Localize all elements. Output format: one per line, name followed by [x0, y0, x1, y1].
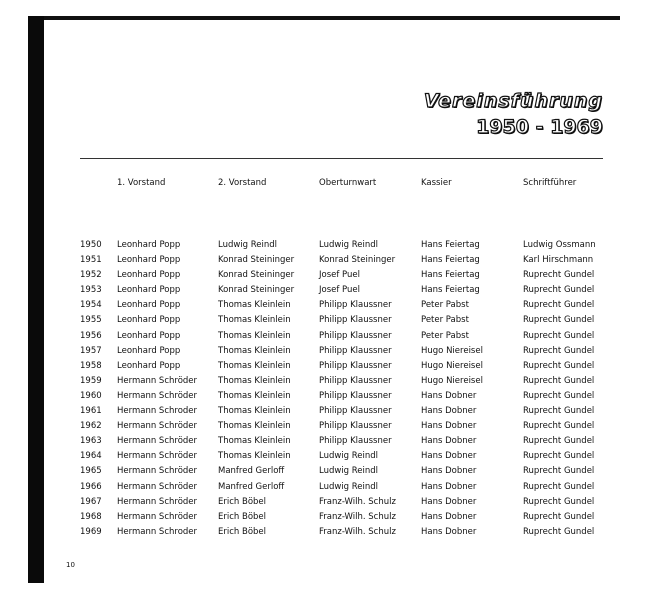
cell-head-gym-warden: Ludwig Reindl	[319, 466, 379, 477]
cell-secretary: Ruprecht Gundel	[523, 375, 595, 386]
cell-first-chair: Hermann Schröder	[117, 496, 198, 507]
cell-year: 1956	[80, 330, 102, 341]
cell-treasurer: Hans Dobner	[421, 526, 477, 537]
cell-secretary: Ruprecht Gundel	[523, 451, 595, 462]
cell-second-chair: Konrad Steininger	[218, 285, 295, 296]
cell-year: 1952	[80, 270, 102, 281]
cell-year: 1954	[80, 300, 102, 311]
cell-treasurer: Hans Dobner	[421, 451, 477, 462]
cell-secretary: Ruprecht Gundel	[523, 315, 595, 326]
cell-second-chair: Erich Böbel	[218, 526, 267, 537]
cell-second-chair: Konrad Steininger	[218, 270, 295, 281]
cell-head-gym-warden: Josef Puel	[319, 285, 361, 296]
cell-first-chair: Hermann Schröder	[117, 436, 198, 447]
cell-year: 1960	[80, 390, 102, 401]
cell-second-chair: Manfred Gerloff	[218, 466, 285, 477]
cell-second-chair: Konrad Steininger	[218, 255, 295, 266]
cell-head-gym-warden: Philipp Klaussner	[319, 421, 392, 432]
table-row	[0, 360, 649, 375]
cell-second-chair: Erich Böbel	[218, 496, 267, 507]
cell-second-chair: Thomas Kleinlein	[218, 390, 291, 401]
table-body	[0, 239, 649, 541]
cell-treasurer: Hans Dobner	[421, 421, 477, 432]
header-2-vorstand: 2. Vorstand	[218, 178, 267, 188]
cell-second-chair: Thomas Kleinlein	[218, 451, 291, 462]
header-1-vorstand: 1. Vorstand	[117, 178, 166, 188]
cell-head-gym-warden: Ludwig Reindl	[319, 240, 379, 250]
cell-second-chair: Manfred Gerloff	[218, 481, 285, 492]
cell-first-chair: Leonhard Popp	[117, 270, 181, 281]
cell-head-gym-warden: Philipp Klaussner	[319, 330, 392, 341]
cell-head-gym-warden: Franz-Wilh. Schulz	[319, 511, 396, 522]
cell-year: 1950	[80, 240, 102, 250]
cell-treasurer: Hans Dobner	[421, 496, 477, 507]
cell-secretary: Ruprecht Gundel	[523, 466, 595, 477]
table-row	[0, 299, 649, 314]
cell-treasurer: Hugo Niereisel	[421, 345, 483, 356]
cell-secretary: Ruprecht Gundel	[523, 300, 595, 311]
cell-year: 1951	[80, 255, 102, 266]
cell-secretary: Ludwig Ossmann	[523, 240, 596, 250]
table-row	[0, 345, 649, 360]
header-schriftfuehrer: Schriftführer	[523, 178, 577, 188]
cell-first-chair: Hermann Schröder	[117, 466, 198, 477]
cell-treasurer: Peter Pabst	[421, 330, 469, 341]
table-row	[0, 405, 649, 420]
cell-secretary: Ruprecht Gundel	[523, 496, 595, 507]
cell-head-gym-warden: Philipp Klaussner	[319, 436, 392, 447]
table-row	[0, 254, 649, 269]
cell-secretary: Ruprecht Gundel	[523, 270, 595, 281]
cell-year: 1964	[80, 451, 102, 462]
cell-first-chair: Leonhard Popp	[117, 345, 181, 356]
cell-treasurer: Hans Dobner	[421, 466, 477, 477]
cell-second-chair: Thomas Kleinlein	[218, 406, 291, 417]
cell-head-gym-warden: Franz-Wilh. Schulz	[319, 526, 396, 537]
cell-year: 1969	[80, 526, 102, 537]
cell-head-gym-warden: Josef Puel	[319, 270, 361, 281]
cell-treasurer: Hans Feiertag	[421, 255, 480, 266]
cell-head-gym-warden: Konrad Steininger	[319, 255, 396, 266]
cell-treasurer: Hans Dobner	[421, 390, 477, 401]
cell-second-chair: Thomas Kleinlein	[218, 421, 291, 432]
cell-head-gym-warden: Philipp Klaussner	[319, 315, 392, 326]
cell-secretary: Ruprecht Gundel	[523, 345, 595, 356]
cell-second-chair: Thomas Kleinlein	[218, 375, 291, 386]
cell-treasurer: Hans Feiertag	[421, 270, 480, 281]
cell-year: 1967	[80, 496, 102, 507]
cell-secretary: Ruprecht Gundel	[523, 360, 595, 371]
title-block	[424, 88, 603, 140]
cell-treasurer: Hans Dobner	[421, 406, 477, 417]
cell-treasurer: Peter Pabst	[421, 300, 469, 311]
cell-secretary: Ruprecht Gundel	[523, 390, 595, 401]
cell-year: 1958	[80, 360, 102, 371]
cell-secretary: Ruprecht Gundel	[523, 511, 595, 522]
table-row	[0, 314, 649, 329]
cell-first-chair: Hermann Schröder	[117, 511, 198, 522]
cell-head-gym-warden: Philipp Klaussner	[319, 345, 392, 356]
cell-year: 1957	[80, 345, 102, 356]
cell-year: 1961	[80, 406, 102, 417]
cell-first-chair: Leonhard Popp	[117, 360, 181, 371]
cell-treasurer: Hans Dobner	[421, 481, 477, 492]
table-row	[0, 450, 649, 465]
table-row	[0, 420, 649, 435]
cell-secretary: Ruprecht Gundel	[523, 330, 595, 341]
header-kassier: Kassier	[421, 178, 452, 188]
cell-secretary: Ruprecht Gundel	[523, 436, 595, 447]
table-row	[0, 239, 649, 254]
cell-second-chair: Erich Böbel	[218, 511, 267, 522]
page-number: 10	[66, 561, 75, 569]
page-title: Vereinsführung	[423, 90, 603, 112]
top-border-rule	[28, 16, 620, 20]
cell-secretary: Ruprecht Gundel	[523, 285, 595, 296]
table-row	[0, 465, 649, 480]
cell-second-chair: Thomas Kleinlein	[218, 436, 291, 447]
page-subtitle-years: 1950 - 1969	[476, 116, 603, 138]
cell-first-chair: Leonhard Popp	[117, 300, 181, 311]
table-row	[0, 481, 649, 496]
cell-first-chair: Leonhard Popp	[117, 285, 181, 296]
table-row	[0, 511, 649, 526]
cell-head-gym-warden: Franz-Wilh. Schulz	[319, 496, 396, 507]
cell-first-chair: Hermann Schröder	[117, 390, 198, 401]
cell-head-gym-warden: Ludwig Reindl	[319, 451, 379, 462]
table-row	[0, 330, 649, 345]
cell-first-chair: Hermann Schröder	[117, 421, 198, 432]
cell-second-chair: Thomas Kleinlein	[218, 360, 291, 371]
cell-second-chair: Thomas Kleinlein	[218, 345, 291, 356]
cell-head-gym-warden: Philipp Klaussner	[319, 360, 392, 371]
cell-head-gym-warden: Philipp Klaussner	[319, 300, 392, 311]
cell-treasurer: Hugo Niereisel	[421, 375, 483, 386]
cell-year: 1953	[80, 285, 102, 296]
cell-year: 1955	[80, 315, 102, 326]
cell-year: 1963	[80, 436, 102, 447]
title-divider	[80, 158, 603, 159]
table-row	[0, 496, 649, 511]
cell-first-chair: Leonhard Popp	[117, 255, 181, 266]
cell-secretary: Ruprecht Gundel	[523, 481, 595, 492]
table-row	[0, 390, 649, 405]
cell-first-chair: Hermann Schroder	[117, 526, 198, 537]
cell-first-chair: Hermann Schroder	[117, 406, 198, 417]
cell-second-chair: Thomas Kleinlein	[218, 315, 291, 326]
cell-year: 1968	[80, 511, 102, 522]
cell-year: 1962	[80, 421, 102, 432]
table-row	[0, 526, 649, 541]
cell-first-chair: Leonhard Popp	[117, 240, 181, 250]
cell-head-gym-warden: Philipp Klaussner	[319, 375, 392, 386]
table-row	[0, 375, 649, 390]
cell-second-chair: Ludwig Reindl	[218, 240, 278, 250]
cell-second-chair: Thomas Kleinlein	[218, 300, 291, 311]
cell-secretary: Ruprecht Gundel	[523, 406, 595, 417]
cell-secretary: Karl Hirschmann	[523, 255, 594, 266]
cell-treasurer: Hans Feiertag	[421, 285, 480, 296]
cell-first-chair: Hermann Schröder	[117, 375, 198, 386]
table-row	[0, 435, 649, 450]
cell-first-chair: Hermann Schröder	[117, 481, 198, 492]
cell-first-chair: Leonhard Popp	[117, 315, 181, 326]
cell-year: 1959	[80, 375, 102, 386]
cell-treasurer: Hans Feiertag	[421, 240, 480, 250]
cell-year: 1966	[80, 481, 102, 492]
header-oberturnwart: Oberturnwart	[319, 178, 377, 188]
table-row	[0, 269, 649, 284]
table-row	[0, 284, 649, 299]
cell-secretary: Ruprecht Gundel	[523, 421, 595, 432]
table-header	[0, 178, 649, 192]
cell-secretary: Ruprecht Gundel	[523, 526, 595, 537]
cell-treasurer: Peter Pabst	[421, 315, 469, 326]
cell-treasurer: Hans Dobner	[421, 511, 477, 522]
cell-head-gym-warden: Philipp Klaussner	[319, 390, 392, 401]
cell-head-gym-warden: Philipp Klaussner	[319, 406, 392, 417]
cell-first-chair: Leonhard Popp	[117, 330, 181, 341]
cell-treasurer: Hans Dobner	[421, 436, 477, 447]
cell-head-gym-warden: Ludwig Reindl	[319, 481, 379, 492]
cell-second-chair: Thomas Kleinlein	[218, 330, 291, 341]
cell-year: 1965	[80, 466, 102, 477]
cell-treasurer: Hugo Niereisel	[421, 360, 483, 371]
cell-first-chair: Hermann Schröder	[117, 451, 198, 462]
